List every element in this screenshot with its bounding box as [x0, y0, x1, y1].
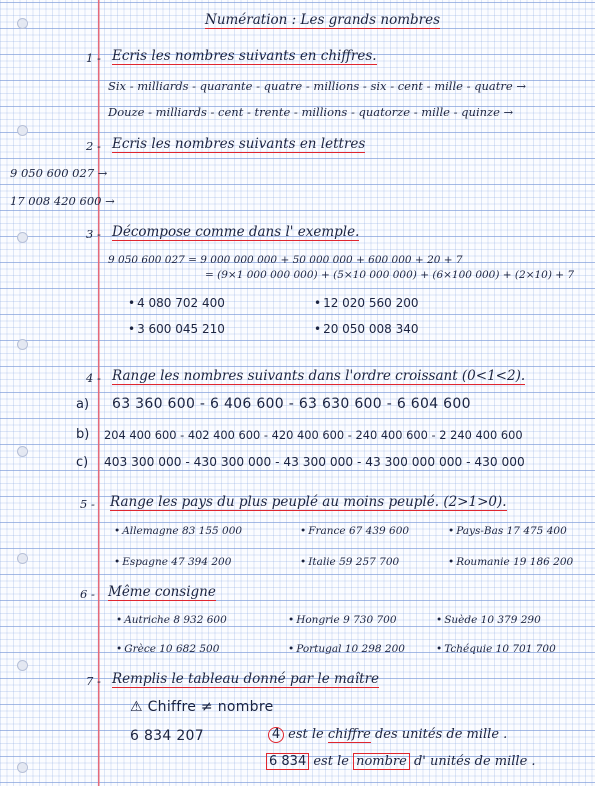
ex7-number-example: 6 834 207 [130, 728, 204, 744]
ex7-nombre-word: nombre [353, 753, 410, 770]
ex2-line-1: 9 050 600 027 → [10, 166, 108, 180]
ex6-title: Même consigne [108, 584, 216, 600]
ex7-title: Remplis le tableau donné par le maître [112, 671, 380, 687]
ex4-row-label: a) [76, 397, 90, 412]
ex7-line-1 [268, 727, 507, 743]
ex5-item: • Pays-Bas 17 475 400 [448, 524, 567, 538]
ex2-number: 2 - [86, 139, 101, 153]
binder-hole [17, 553, 28, 564]
ex4-row-label: c) [76, 455, 89, 470]
ex6-number: 6 - [80, 587, 95, 601]
ex6-item: • Grèce 10 682 500 [116, 642, 219, 656]
ex3-number: 3 - [86, 227, 101, 241]
binder-hole [17, 125, 28, 136]
binder-hole [17, 18, 28, 29]
ex7-line2-end: d' unités de mille . [413, 754, 536, 769]
ex7-line1-end: des unités de mille . [374, 727, 508, 742]
ex5-item: • France 67 439 600 [300, 524, 409, 538]
ex6-item: • Tchéquie 10 701 700 [436, 642, 556, 656]
ex5-item: • Espagne 47 394 200 [114, 555, 231, 569]
ex2-line-2: 17 008 420 600 → [10, 194, 115, 208]
ex4-title: Range les nombres suivants dans l'ordre croissant (0<1<2). [112, 368, 526, 384]
ex3-item: • 12 020 560 200 [314, 296, 419, 310]
ex6-item: • Suède 10 379 290 [436, 613, 541, 627]
ex7-line-2 [266, 755, 536, 769]
ex4-number: 4 - [86, 371, 101, 385]
ex6-item: • Portugal 10 298 200 [288, 642, 405, 656]
ex7-chiffre-word: chiffre [327, 727, 371, 742]
ex5-item: • Italie 59 257 700 [300, 555, 399, 569]
binder-hole [17, 232, 28, 243]
ex3-item: • 4 080 702 400 [128, 296, 225, 310]
ex5-number: 5 - [80, 497, 95, 511]
ex4-row: 403 300 000 - 430 300 000 - 43 300 000 - 43 300 000 000 - 430 000 [104, 455, 525, 469]
page-title: Numération : Les grands nombres [205, 12, 441, 28]
ex6-item: • Hongrie 9 730 700 [288, 613, 397, 627]
ex1-number: 1 - [86, 51, 101, 65]
binder-hole [17, 446, 28, 457]
ex3-example-line-2: = (9×1 000 000 000) + (5×10 000 000) + (6×100 000) + (2×10) + 7 [205, 269, 575, 281]
ex1-line-1: Six - milliards - quarante - quatre - millions - six - cent - mille - quatre → [108, 79, 526, 93]
ex5-title: Range les pays du plus peuplé au moins peuplé. (2>1>0). [110, 494, 507, 510]
ex7-line1-text: est le [288, 727, 324, 742]
ex7-boxed-number: 6 834 [266, 753, 309, 770]
ex3-example-line-1: 9 050 600 027 = 9 000 000 000 + 50 000 000 + 600 000 + 20 + 7 [108, 254, 463, 266]
ex3-title: Décompose comme dans l' exemple. [112, 224, 360, 240]
ex7-number: 7 - [86, 674, 101, 688]
ex4-row: 204 400 600 - 402 400 600 - 420 400 600 - 240 400 600 - 2 240 400 600 [104, 428, 523, 442]
ex3-item: • 20 050 008 340 [314, 322, 419, 336]
ex2-title: Ecris les nombres suivants en lettres [112, 136, 366, 152]
ex4-row-label: b) [76, 427, 90, 442]
ex7-warning: ⚠ Chiffre ≠ nombre [130, 699, 274, 715]
ex7-digit-circled: 4 [268, 727, 284, 743]
ex5-item: • Roumanie 19 186 200 [448, 555, 573, 569]
ex3-item: • 3 600 045 210 [128, 322, 225, 336]
ex1-title: Ecris les nombres suivants en chiffres. [112, 48, 377, 64]
binder-hole [17, 660, 28, 671]
binder-hole [17, 339, 28, 350]
ex7-line2-text: est le [313, 754, 349, 769]
ex5-item: • Allemagne 83 155 000 [114, 524, 242, 538]
ex4-row: 63 360 600 - 6 406 600 - 63 630 600 - 6 604 600 [112, 396, 471, 412]
ex6-item: • Autriche 8 932 600 [116, 613, 227, 627]
ex1-line-2: Douze - milliards - cent - trente - millions - quatorze - mille - quinze → [108, 105, 514, 119]
binder-hole [17, 762, 28, 773]
